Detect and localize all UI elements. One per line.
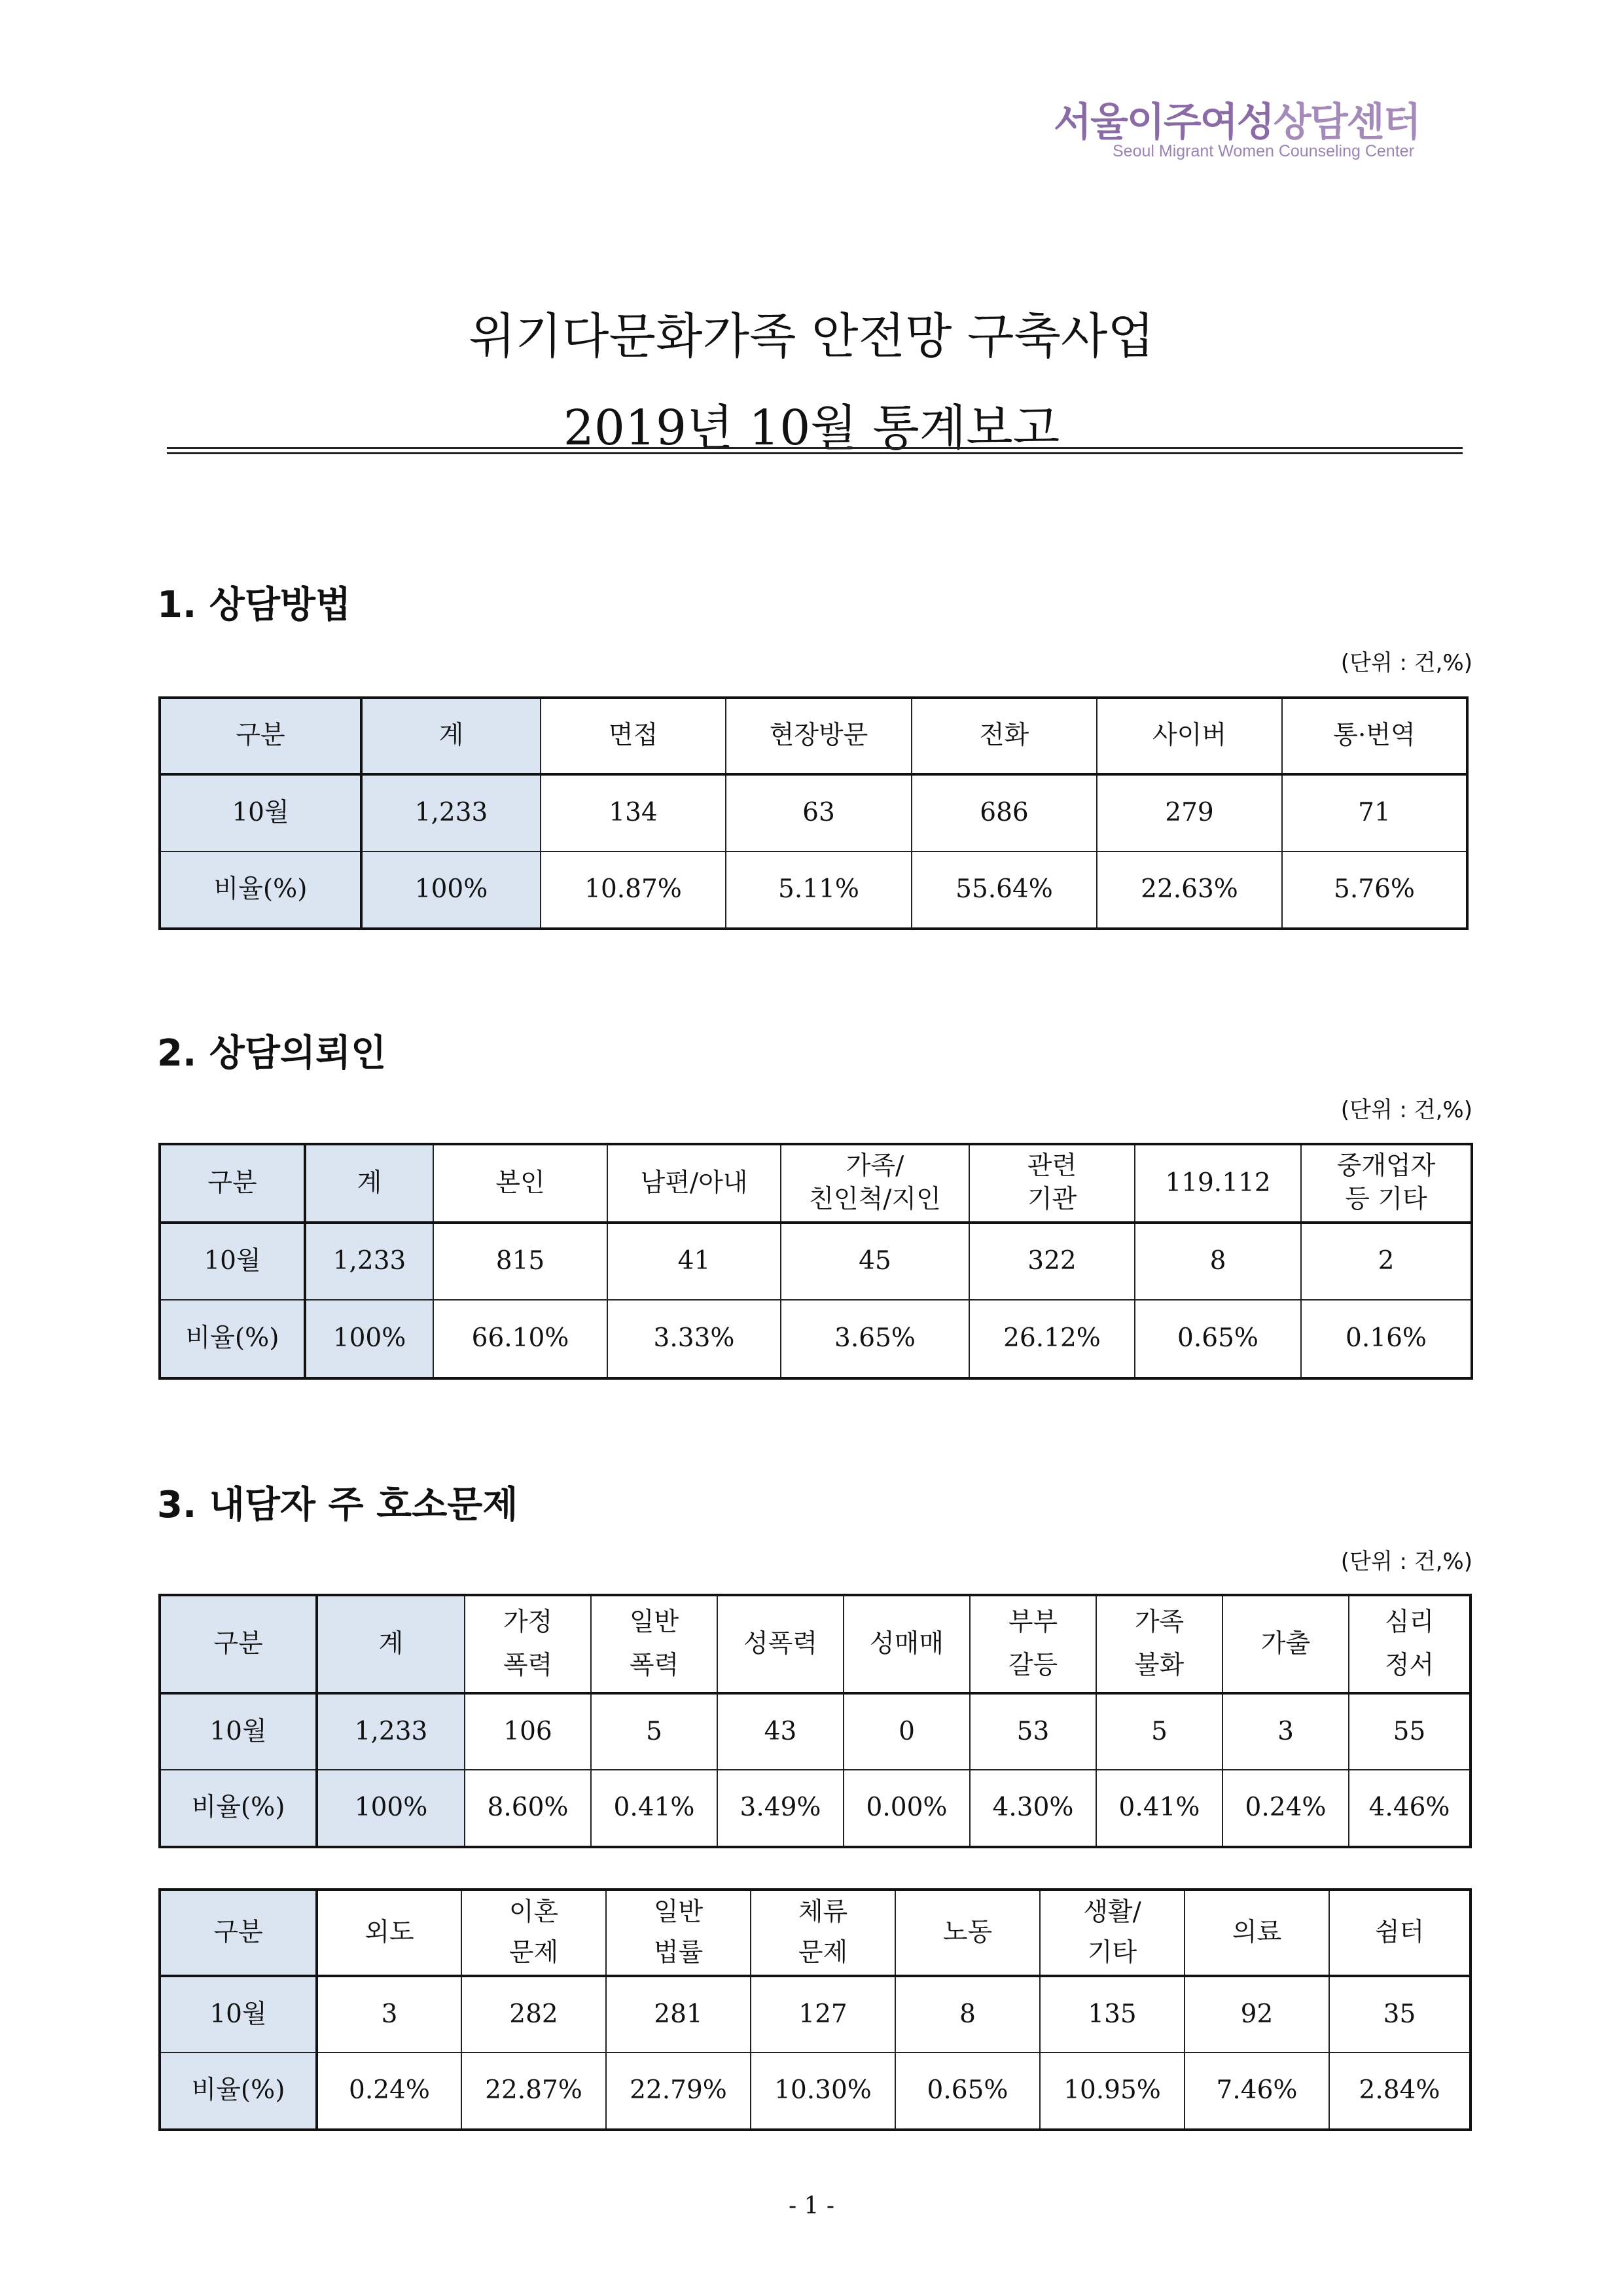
table-cell: 8.60% (465, 1770, 591, 1847)
table-cell: 8 (1135, 1223, 1301, 1300)
table-cell: 2.84% (1329, 2053, 1471, 2130)
row-label: 비율(%) (160, 1770, 317, 1847)
table-cell: 0.65% (895, 2053, 1040, 2130)
header-cell: 일반 폭력 (591, 1595, 717, 1693)
header-cell: 가출 (1222, 1595, 1349, 1693)
row-label: 비율(%) (160, 852, 361, 929)
row-label: 10월 (160, 1976, 317, 2053)
header-cell: 가족/ 친인척/지인 (781, 1144, 969, 1223)
table-header-row (160, 1144, 1472, 1223)
row-label: 10월 (160, 1693, 317, 1770)
header-cell: 구분 (160, 698, 361, 774)
table-row (160, 1976, 1471, 2053)
header-cell: 구분 (160, 1595, 317, 1693)
report-subtitle: 2019년 10월 통계보고 (563, 400, 1060, 456)
table-row (160, 1770, 1471, 1847)
table-cell: 55.64% (912, 852, 1097, 929)
table-cell: 4.46% (1349, 1770, 1471, 1847)
header-cell: 통·번역 (1282, 698, 1467, 774)
header-cell: 일반 법률 (606, 1890, 751, 1976)
header-cell: 체류 문제 (751, 1890, 895, 1976)
header-cell: 본인 (433, 1144, 607, 1223)
table-cell: 3.49% (717, 1770, 844, 1847)
table-main-issues-1 (158, 1594, 1472, 1848)
row-label: 10월 (160, 774, 361, 852)
logo-korean (1054, 101, 1459, 143)
table-row (160, 852, 1467, 929)
page-number: - 1 - (788, 2193, 835, 2219)
table-header-row (160, 698, 1467, 774)
table-cell: 53 (970, 1693, 1096, 1770)
table-cell: 281 (606, 1976, 751, 2053)
table-cell: 106 (465, 1693, 591, 1770)
table-cell: 4.30% (970, 1770, 1096, 1847)
table-cell: 135 (1040, 1976, 1185, 2053)
header-cell: 구분 (160, 1144, 305, 1223)
table-cell: 22.79% (606, 2053, 751, 2130)
table-cell: 71 (1282, 774, 1467, 852)
title-underline-top (167, 447, 1463, 449)
table-cell: 5 (1096, 1693, 1222, 1770)
table-cell: 66.10% (433, 1300, 607, 1378)
table-row (160, 2053, 1471, 2130)
unit-label-3: (단위 : 건,%) (1340, 1549, 1472, 1575)
logo-korean-part1: 서울이주여성 (1054, 99, 1274, 145)
table-counseling-method (158, 696, 1469, 930)
table-row (160, 1223, 1472, 1300)
table-client-type (158, 1143, 1473, 1380)
table-header-row (160, 1890, 1471, 1976)
section-heading-main-issues: 3. 내담자 주 호소문제 (157, 1484, 518, 1526)
table-cell: 5.11% (726, 852, 912, 929)
row-label: 비율(%) (160, 2053, 317, 2130)
header-cell: 계 (361, 698, 541, 774)
header-cell: 관련 기관 (969, 1144, 1135, 1223)
table-main-issues-2 (158, 1888, 1472, 2131)
row-label: 10월 (160, 1223, 305, 1300)
header-cell: 구분 (160, 1890, 317, 1976)
header-cell: 가족 불화 (1096, 1595, 1222, 1693)
table-cell: 134 (541, 774, 726, 852)
row-label: 비율(%) (160, 1300, 305, 1378)
table-cell: 7.46% (1185, 2053, 1329, 2130)
table-cell: 3 (317, 1976, 461, 2053)
table-cell: 10.95% (1040, 2053, 1185, 2130)
header-cell: 외도 (317, 1890, 461, 1976)
table-cell: 5 (591, 1693, 717, 1770)
table-cell: 22.87% (461, 2053, 606, 2130)
table-cell: 100% (361, 852, 541, 929)
table-cell: 100% (305, 1300, 433, 1378)
section-heading-counseling-method: 1. 상담방법 (157, 584, 351, 626)
header-cell: 이혼 문제 (461, 1890, 606, 1976)
header-cell: 중개업자 등 기타 (1301, 1144, 1472, 1223)
table-cell: 5.76% (1282, 852, 1467, 929)
unit-label-1: (단위 : 건,%) (1340, 650, 1472, 676)
table-cell: 322 (969, 1223, 1135, 1300)
table-cell: 63 (726, 774, 912, 852)
table-cell: 45 (781, 1223, 969, 1300)
header-cell: 성폭력 (717, 1595, 844, 1693)
header-cell: 부부 갈등 (970, 1595, 1096, 1693)
table-row (160, 774, 1467, 852)
center-logo (1054, 101, 1459, 173)
table-cell: 3 (1222, 1693, 1349, 1770)
table-cell: 0.24% (1222, 1770, 1349, 1847)
header-cell: 의료 (1185, 1890, 1329, 1976)
table-cell: 100% (317, 1770, 465, 1847)
table-cell: 2 (1301, 1223, 1472, 1300)
table-cell: 686 (912, 774, 1097, 852)
table-cell: 0.41% (1096, 1770, 1222, 1847)
table-cell: 282 (461, 1976, 606, 2053)
table-cell: 0.65% (1135, 1300, 1301, 1378)
table-cell: 10.87% (541, 852, 726, 929)
header-cell: 계 (305, 1144, 433, 1223)
table-cell: 1,233 (305, 1223, 433, 1300)
table-cell: 1,233 (317, 1693, 465, 1770)
table-cell: 3.65% (781, 1300, 969, 1378)
table-cell: 0.16% (1301, 1300, 1472, 1378)
table-cell: 0.00% (844, 1770, 970, 1847)
table-cell: 8 (895, 1976, 1040, 2053)
table-cell: 55 (1349, 1693, 1471, 1770)
header-cell: 노동 (895, 1890, 1040, 1976)
report-title: 위기다문화가족 안전망 구축사업 (469, 308, 1154, 365)
header-cell: 현장방문 (726, 698, 912, 774)
table-cell: 92 (1185, 1976, 1329, 2053)
header-cell: 계 (317, 1595, 465, 1693)
logo-english: Seoul Migrant Women Counseling Center (1113, 142, 1414, 160)
header-cell: 쉼터 (1329, 1890, 1471, 1976)
header-cell: 사이버 (1097, 698, 1282, 774)
unit-label-2: (단위 : 건,%) (1340, 1097, 1472, 1123)
header-cell: 성매매 (844, 1595, 970, 1693)
header-cell: 남편/아내 (607, 1144, 781, 1223)
table-cell: 127 (751, 1976, 895, 2053)
header-cell: 119.112 (1135, 1144, 1301, 1223)
table-row (160, 1693, 1471, 1770)
table-cell: 815 (433, 1223, 607, 1300)
table-cell: 10.30% (751, 2053, 895, 2130)
table-cell: 41 (607, 1223, 781, 1300)
table-row (160, 1300, 1472, 1378)
header-cell: 전화 (912, 698, 1097, 774)
header-cell: 면접 (541, 698, 726, 774)
table-cell: 279 (1097, 774, 1282, 852)
table-cell: 0 (844, 1693, 970, 1770)
table-cell: 0.24% (317, 2053, 461, 2130)
section-heading-client-type: 2. 상담의뢰인 (157, 1032, 387, 1075)
table-cell: 43 (717, 1693, 844, 1770)
table-cell: 22.63% (1097, 852, 1282, 929)
table-header-row (160, 1595, 1471, 1693)
table-cell: 3.33% (607, 1300, 781, 1378)
table-cell: 0.41% (591, 1770, 717, 1847)
table-cell: 35 (1329, 1976, 1471, 2053)
logo-korean-part2: 상담센터 (1273, 99, 1420, 145)
header-cell: 심리 정서 (1349, 1595, 1471, 1693)
table-cell: 26.12% (969, 1300, 1135, 1378)
header-cell: 가정 폭력 (465, 1595, 591, 1693)
table-cell: 1,233 (361, 774, 541, 852)
title-underline-bottom (167, 452, 1463, 454)
header-cell: 생활/ 기타 (1040, 1890, 1185, 1976)
